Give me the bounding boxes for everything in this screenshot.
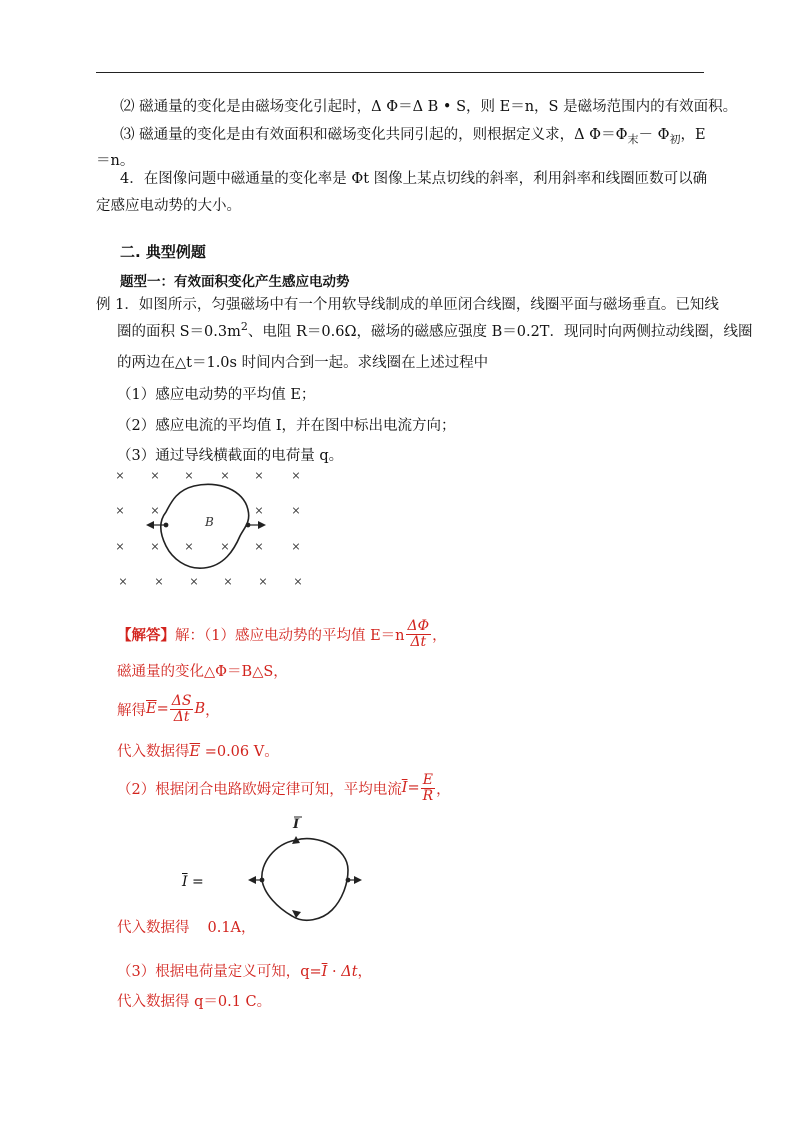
fraction-den: R <box>422 787 434 804</box>
symbol-i-bar: $\overline{I}$ <box>182 874 188 890</box>
subscript-start: 初 <box>669 132 681 146</box>
field-cross: × <box>189 575 199 588</box>
pull-left-arrow-icon <box>248 876 256 884</box>
field-cross: × <box>220 469 230 482</box>
field-cross: × <box>184 469 194 482</box>
answer-text: 解得 <box>117 702 146 719</box>
symbol-i-bar: $\overline{I}$ <box>321 964 328 980</box>
fig2-i-eq <box>182 874 204 890</box>
answer-step-1 <box>117 619 447 649</box>
field-cross: × <box>150 469 160 482</box>
answer-text: = <box>407 780 420 797</box>
answer-step-2: 磁通量的变化△Φ＝B△S， <box>117 664 288 680</box>
symbol-dt: Δt <box>341 964 358 980</box>
field-cross: × <box>254 540 264 553</box>
answer-text: ， <box>432 627 447 644</box>
answer-text: ， <box>205 702 220 719</box>
answer-step-8: 代入数据得 q＝0.1 C。 <box>117 994 272 1010</box>
field-cross: × <box>254 504 264 517</box>
example-text: 圈的面积 S＝0.3m <box>117 324 241 340</box>
fraction-num: E <box>422 772 434 788</box>
field-cross: × <box>150 540 160 553</box>
answer-text: = <box>187 874 204 890</box>
para-text: 定感应电动势的大小。 <box>96 198 241 214</box>
answer-text: · <box>327 964 342 980</box>
pull-right-arrow-icon <box>258 521 266 529</box>
section-title: 二. 典型例题 <box>120 243 206 261</box>
field-cross: × <box>258 575 268 588</box>
para-text: ⑵ 磁通量的变化是由磁场变化引起时，Δ Φ＝Δ B • S，则 E＝n，S 是磁场范围内的有效面积。 <box>120 99 738 115</box>
field-cross: × <box>115 469 125 482</box>
fraction-ds-dt <box>170 694 194 724</box>
symbol-b: B <box>194 701 206 718</box>
fig2-pull-point-right <box>346 878 351 883</box>
example-line-1: 例 1．如图所示，匀强磁场中有一个用软导线制成的单匝闭合线圈，线圈平面与磁场垂直。已知线 <box>96 297 719 313</box>
field-cross: × <box>291 504 301 517</box>
pull-left-arrow-icon <box>146 521 154 529</box>
answer-text: ， <box>436 781 451 798</box>
answer-step-3 <box>117 694 220 724</box>
field-cross: × <box>291 469 301 482</box>
field-label-b: B <box>205 515 214 529</box>
field-cross: × <box>118 575 128 588</box>
fraction-den: Δt <box>173 708 190 725</box>
symbol-i-bar: $\overline{I}$ <box>401 780 408 797</box>
answer-text: =0.06 V。 <box>200 744 279 760</box>
para-text: ＝n。 <box>96 153 135 169</box>
answer-text: 代入数据得 <box>117 744 190 760</box>
field-cross: × <box>115 504 125 517</box>
para-text: ，E <box>680 127 706 143</box>
fraction-dphi-dt <box>406 619 432 649</box>
para-text: ⑶ 磁通量的变化是由有效面积和磁场变化共同引起的，则根据定义求，Δ Φ＝Φ <box>120 127 628 143</box>
subscript-end: 末 <box>627 132 639 146</box>
para-graph-slope <box>120 167 707 188</box>
pull-point-right <box>246 523 251 528</box>
para-flux-change-by-field <box>120 95 737 116</box>
pull-point-left <box>164 523 169 528</box>
answer-text: （2）根据闭合电路欧姆定律可知，平均电流 <box>117 781 402 798</box>
para-flux-change-combined <box>120 123 706 147</box>
field-cross: × <box>254 469 264 482</box>
field-cross: × <box>184 540 194 553</box>
answer-step-7 <box>117 960 372 981</box>
example-line-2 <box>117 320 752 341</box>
answer-step-5 <box>117 773 451 803</box>
answer-text: 代入数据得 <box>117 920 190 936</box>
field-cross: × <box>150 504 160 517</box>
field-cross: × <box>220 540 230 553</box>
question-1: （1）感应电动势的平均值 E； <box>117 387 316 403</box>
answer-text: 0.1A， <box>207 920 256 936</box>
answer-text: ， <box>357 964 373 980</box>
para-text: 4．在图像问题中磁通量的变化率是 Φt 图像上某点切线的斜率，利用斜率和线圈匝数可以确 <box>120 171 708 187</box>
answer-text: 解：（1）感应电动势的平均值 E＝n <box>175 627 405 644</box>
pull-right-arrow-icon <box>354 876 362 884</box>
fraction-num: ΔΦ <box>407 618 430 634</box>
section-subtitle: 题型一：有效面积变化产生感应电动势 <box>120 274 350 290</box>
para-graph-slope-cont <box>96 194 241 215</box>
fraction-num: ΔS <box>171 693 192 709</box>
answer-tag: 【解答】 <box>117 626 175 644</box>
field-cross: × <box>154 575 164 588</box>
question-3: （3）通过导线横截面的电荷量 q。 <box>117 448 344 464</box>
field-cross: × <box>223 575 233 588</box>
figure-current-direction <box>248 812 368 932</box>
para-text: － Φ <box>638 127 670 143</box>
header-rule <box>96 72 704 73</box>
figure-coil-in-field <box>108 462 308 592</box>
example-line-3: 的两边在△t＝1.0s 时间内合到一起。求线圈在上述过程中 <box>117 355 489 371</box>
fraction-e-r <box>421 773 436 803</box>
fig2-label-i: I <box>293 817 300 832</box>
answer-text: （3）根据电荷量定义可知，q= <box>117 964 322 980</box>
symbol-e-bar: $\overline{E}$ <box>189 744 201 760</box>
superscript: 2 <box>240 320 248 334</box>
answer-text: = <box>156 701 169 718</box>
field-cross: × <box>293 575 303 588</box>
example-text: 、电阻 R＝0.6Ω，磁场的磁感应强度 B＝0.2T．现同时向两侧拉动线圈，线圈 <box>247 324 753 340</box>
answer-step-6 <box>117 916 256 937</box>
field-cross: × <box>115 540 125 553</box>
symbol-e-bar: $\overline{E}$ <box>146 701 157 718</box>
field-cross: × <box>291 540 301 553</box>
fig2-pull-point-left <box>260 878 265 883</box>
question-2: （2）感应电流的平均值 I，并在图中标出电流方向； <box>117 418 456 434</box>
fig2-coil-loop <box>262 839 348 921</box>
answer-step-4 <box>117 740 279 761</box>
fraction-den: Δt <box>410 633 427 650</box>
